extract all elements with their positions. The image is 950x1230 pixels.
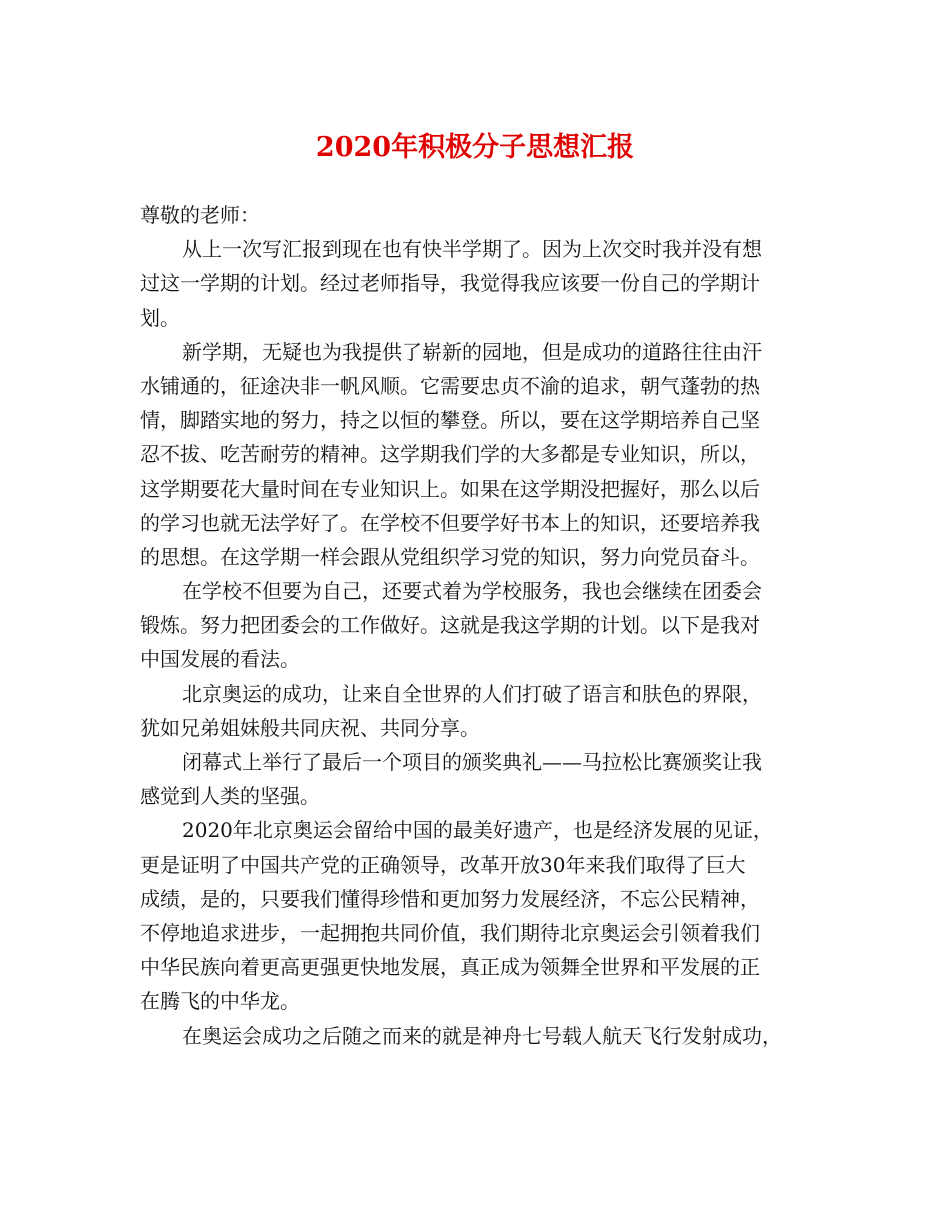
body-line: 情，脚踏实地的努力，持之以恒的攀登。所以，要在这学期培养自己坚 — [140, 408, 760, 433]
body-line: 水铺通的，征途决非一帆风顺。它需要忠贞不渝的追求，朝气蓬勃的热 — [140, 373, 760, 398]
body-line: 北京奥运的成功，让来自全世界的人们打破了语言和肤色的界限， — [182, 681, 762, 706]
body-line: 闭幕式上举行了最后一个项目的颁奖典礼——马拉松比赛颁奖让我 — [182, 750, 762, 774]
body-line: 中国发展的看法。 — [140, 647, 300, 672]
document-title: 2020年积极分子思想汇报 — [315, 132, 635, 163]
body-line: 在奥运会成功之后随之而来的就是神舟七号载人航天飞行发射成功， — [182, 1023, 782, 1048]
body-line: 感觉到人类的坚强。 — [140, 784, 320, 809]
body-line: 在腾飞的中华龙。 — [140, 989, 300, 1014]
body-line: 中华民族向着更高更强更快地发展，真正成为领舞全世界和平发展的正 — [140, 955, 760, 980]
body-line: 这学期要花大量时间在专业知识上。如果在这学期没把握好，那么以后 — [140, 476, 760, 501]
body-line: 划。 — [140, 305, 180, 330]
body-line: 的思想。在这学期一样会跟从党组织学习党的知识，努力向党员奋斗。 — [140, 544, 760, 569]
body-line: 2020年北京奥运会留给中国的最美好遗产，也是经济发展的见证， — [182, 818, 773, 843]
document-body — [140, 198, 830, 1053]
body-line: 犹如兄弟姐妹般共同庆祝、共同分享。 — [140, 715, 480, 740]
salutation: 尊敬的老师： — [140, 203, 260, 227]
body-line: 新学期，无疑也为我提供了崭新的园地，但是成功的道路往往由汗 — [182, 339, 762, 364]
body-line: 在学校不但要为自己，还要式着为学校服务，我也会继续在团委会 — [182, 579, 762, 604]
body-line: 成绩，是的，只要我们懂得珍惜和更加努力发展经济，不忘公民精神， — [140, 886, 760, 911]
body-line: 更是证明了中国共产党的正确领导，改革开放30年来我们取得了巨大 — [140, 852, 746, 877]
body-line: 过这一学期的计划。经过老师指导，我觉得我应该要一份自己的学期计 — [140, 271, 760, 296]
body-line: 不停地追求进步，一起拥抱共同价值，我们期待北京奥运会引领着我们 — [140, 920, 760, 945]
body-line: 忍不拔、吃苦耐劳的精神。这学期我们学的大多都是专业知识，所以， — [140, 442, 760, 467]
body-line: 的学习也就无法学好了。在学校不但要学好书本上的知识，还要培养我 — [140, 510, 760, 535]
body-line: 锻炼。努力把团委会的工作做好。这就是我这学期的计划。以下是我对 — [140, 613, 760, 638]
body-line: 从上一次写汇报到现在也有快半学期了。因为上次交时我并没有想 — [182, 237, 762, 262]
